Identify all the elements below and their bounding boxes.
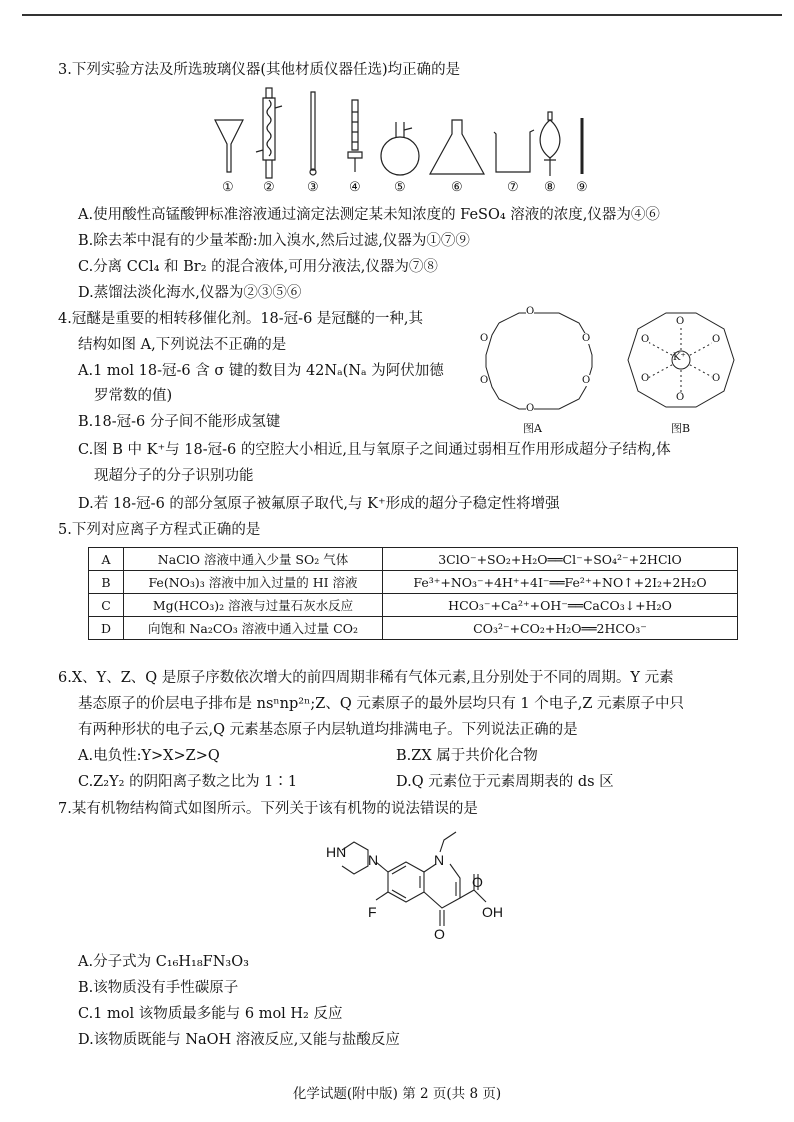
q6-stem-line3: 有两种形状的电子云,Q 元素基态原子内层轨道均排满电子。下列说法正确的是 — [78, 722, 578, 738]
funnel-icon — [215, 120, 243, 172]
q4-option-b: B.18-冠-6 分子间不能形成氢键 — [78, 414, 281, 430]
q6-option-c: C.Z₂Y₂ 的阴阳离子数之比为 1∶1 — [78, 774, 298, 790]
top-border — [22, 14, 782, 16]
crownB-o1: O — [676, 316, 685, 327]
burette-icon — [348, 100, 362, 172]
crownB-o3: O — [712, 373, 721, 384]
q4-option-a-line2: 罗常数的值) — [94, 388, 173, 404]
crownB-o2: O — [712, 334, 721, 345]
q7-option-c: C.1 mol 该物质最多能与 6 mol H₂ 反应 — [78, 1006, 343, 1022]
crownA-o4: O — [526, 403, 535, 414]
crownB-o5: O — [641, 373, 650, 384]
q7-stem: 7.某有机物结构简式如图所示。下列关于该有机物的说法错误的是 — [58, 801, 478, 817]
row-key: B — [89, 571, 124, 594]
crownA-o1: O — [526, 306, 535, 317]
q3-option-a: A.使用酸性高锰酸钾标准溶液通过滴定法测定某未知浓度的 FeSO₄ 溶液的浓度,仪器为④⑥ — [78, 207, 660, 223]
row-key: A — [89, 548, 124, 571]
row-equation: Fe³⁺+NO₃⁻+4H⁺+4I⁻══Fe²⁺+NO↑+2I₂+2H₂O — [383, 571, 738, 594]
q5-stem: 5.下列对应离子方程式正确的是 — [58, 522, 261, 538]
crownA-o6: O — [480, 333, 489, 344]
q6-stem-line2: 基态原子的价层电子排布是 nsⁿnp²ⁿ;Z、Q 元素原子的最外层均只有 1 个电子,Z 元素原子中只 — [78, 696, 685, 712]
q6-option-d: D.Q 元素位于元素周期表的 ds 区 — [396, 774, 614, 790]
row-description: Fe(NO₃)₃ 溶液中加入过量的 HI 溶液 — [124, 571, 383, 594]
row-key: C — [89, 594, 124, 617]
q3-option-c: C.分离 CCl₄ 和 Br₂ 的混合液体,可用分液法,仪器为⑦⑧ — [78, 259, 438, 275]
glass-label-8: ⑧ — [544, 180, 556, 195]
atom-o-acid: O — [472, 874, 483, 890]
row-description: NaClO 溶液中通入少量 SO₂ 气体 — [124, 548, 383, 571]
figure-b-caption: 图B — [671, 422, 691, 435]
crownA-o5: O — [480, 375, 489, 386]
q3-option-b: B.除去苯中混有的少量苯酚:加入溴水,然后过滤,仪器为①⑦⑨ — [78, 233, 470, 249]
glass-label-1: ① — [222, 180, 234, 195]
glass-label-5: ⑤ — [394, 180, 406, 195]
crownA-o2: O — [582, 333, 591, 344]
q4-option-c-line2: 现超分子的分子识别功能 — [94, 468, 254, 484]
row-description: 向饱和 Na₂CO₃ 溶液中通入过量 CO₂ — [124, 617, 383, 640]
potassium-ion-label: K⁺ — [673, 352, 686, 363]
glass-label-3: ③ — [307, 180, 319, 195]
glass-label-6: ⑥ — [451, 180, 463, 195]
table-row — [89, 594, 738, 617]
table-row — [89, 548, 738, 571]
atom-n-piperazine: N — [368, 852, 379, 868]
q4-option-d: D.若 18-冠-6 的部分氢原子被氟原子取代,与 K⁺形成的超分子稳定性将增强 — [78, 496, 560, 512]
crownA-o3: O — [582, 375, 591, 386]
q4-stem-line2: 结构如图 A,下列说法不正确的是 — [78, 337, 287, 353]
glass-label-2: ② — [263, 180, 275, 195]
beaker-icon — [494, 130, 534, 172]
atom-o-ketone: O — [434, 926, 445, 942]
q4-option-c-line1: C.图 B 中 K⁺与 18-冠-6 的空腔大小相近,且与氧原子之间通过弱相互作用形成超分子结构,体 — [78, 442, 671, 458]
glass-label-7: ⑦ — [507, 180, 519, 195]
q7-option-a: A.分子式为 C₁₆H₁₈FN₃O₃ — [78, 954, 249, 970]
conical-flask-icon — [430, 120, 484, 174]
atom-hn: HN — [326, 844, 347, 860]
molecule-structure — [318, 822, 498, 940]
glass-label-9: ⑨ — [576, 180, 588, 195]
row-description: Mg(HCO₃)₂ 溶液与过量石灰水反应 — [124, 594, 383, 617]
q7-option-b: B.该物质没有手性碳原子 — [78, 980, 239, 996]
q3-option-d: D.蒸馏法淡化海水,仪器为②③⑤⑥ — [78, 285, 302, 301]
atom-n-ring: N — [434, 852, 445, 868]
q6-option-a: A.电负性:Y>X>Z>Q — [78, 748, 220, 764]
separatory-funnel-icon — [540, 112, 560, 176]
ion-equation-table — [88, 547, 738, 640]
q6-stem-line1: 6.X、Y、Z、Q 是原子序数依次增大的前四周期非稀有气体元素,且分别处于不同的周期。Y 元素 — [58, 670, 674, 686]
row-equation: CO₃²⁻+CO₂+H₂O══2HCO₃⁻ — [383, 617, 738, 640]
q4-stem-line1: 4.冠醚是重要的相转移催化剂。18-冠-6 是冠醚的一种,其 — [58, 311, 424, 327]
thermometer-icon — [310, 92, 316, 175]
q6-option-b: B.ZX 属于共价化合物 — [396, 748, 538, 764]
crown-ether-figure-a — [474, 305, 604, 415]
q4-option-a-line1: A.1 mol 18-冠-6 含 σ 键的数目为 42Nₐ(Nₐ 为阿伏加德 — [78, 363, 444, 379]
table-row — [89, 571, 738, 594]
q7-option-d: D.该物质既能与 NaOH 溶液反应,又能与盐酸反应 — [78, 1032, 400, 1048]
row-equation: HCO₃⁻+Ca²⁺+OH⁻══CaCO₃↓+H₂O — [383, 594, 738, 617]
atom-oh: OH — [482, 904, 503, 920]
row-equation: 3ClO⁻+SO₂+H₂O══Cl⁻+SO₄²⁻+2HClO — [383, 548, 738, 571]
row-key: D — [89, 617, 124, 640]
round-flask-icon — [381, 122, 419, 175]
crownB-o6: O — [641, 334, 650, 345]
figure-a-caption: 图A — [523, 422, 542, 435]
crownB-o4: O — [676, 392, 685, 403]
table-row — [89, 617, 738, 640]
condenser-icon — [256, 88, 282, 178]
glass-label-4: ④ — [349, 180, 361, 195]
q3-stem: 3.下列实验方法及所选玻璃仪器(其他材质仪器任选)均正确的是 — [58, 62, 461, 78]
page-footer: 化学试题(附中版) 第 2 页(共 8 页) — [292, 1086, 502, 1102]
atom-f: F — [368, 904, 377, 920]
